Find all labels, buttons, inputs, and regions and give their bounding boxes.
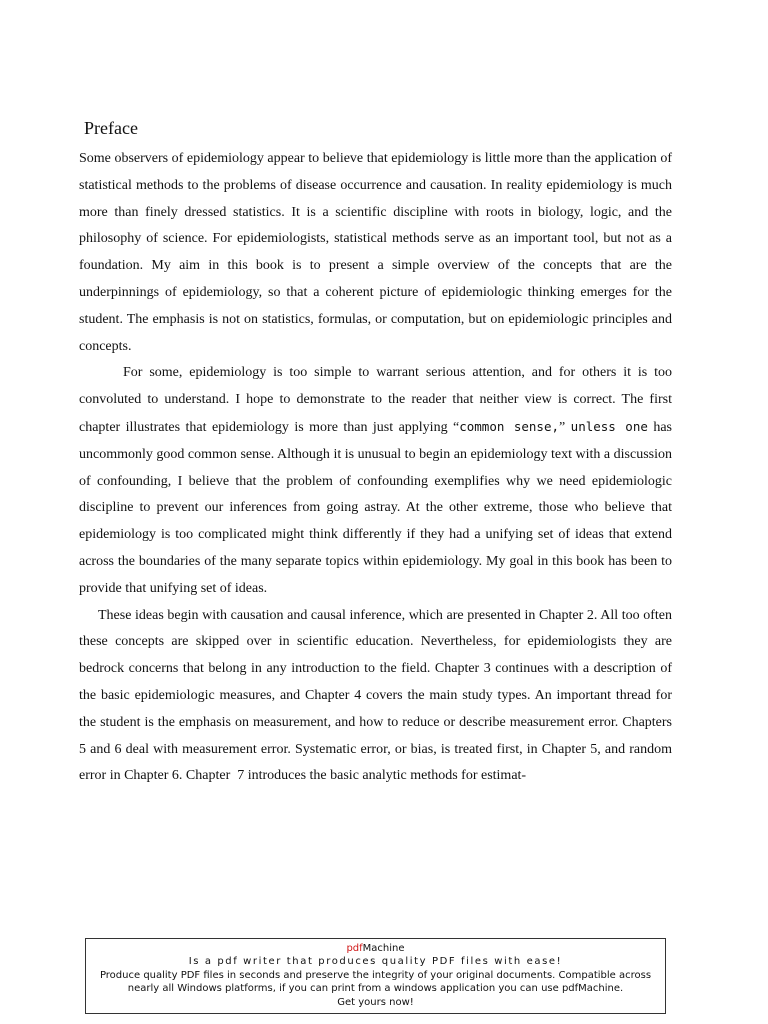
footer-brand-prefix: pdf xyxy=(346,943,363,954)
paragraph-3-text: These ideas begin with causation and causal inference, which are presented in Chapter 2. All too often these concepts are skipped over in scientific education. Nevertheless, for epidemiologists they are bedrock concerns that belong in any introduction to the field. Chapter 3 continues with a description of the basic epidemiologic measures, and Chapter 4 covers the main study types. An important thread for the student is the emphasis on measurement, and how to reduce or describe measurement error. Chapters 5 and 6 deal with measurement error. Systematic error, or bias, is treated first, in Chapter 5, and random error in Chapter 6. Chapter 7 introduces the basic analytic methods for estimat- xyxy=(79,607,672,784)
pdfmachine-footer-ad xyxy=(85,938,666,1014)
paragraph-2 xyxy=(79,360,672,602)
paragraph-2-close-quote: ” xyxy=(559,419,571,435)
footer-brand xyxy=(86,942,665,955)
body-text xyxy=(79,146,672,790)
paragraph-3 xyxy=(79,603,672,791)
paragraph-1 xyxy=(79,146,672,360)
footer-brand-suffix: Machine xyxy=(362,943,405,954)
footer-description: Produce quality PDF files in seconds and preserve the integrity of your original documents. Compatible across nearly all Windows platforms, if you can print from a windows application you can use pdfMachine. xyxy=(99,969,652,995)
footer-tagline: Is a pdf writer that produces quality PDF files with ease! xyxy=(188,956,563,968)
paragraph-2-mono-common-sense: common sense, xyxy=(459,418,560,434)
paragraph-2-mono-unless-one: unless one xyxy=(570,418,648,434)
paragraph-1-text: Some observers of epidemiology appear to believe that epidemiology is little more than the application of statistical methods to the problems of disease occurrence and causation. In reality epidemiology is much more than finely dressed statistics. It is a scientific discipline with roots in biology, logic, and the philosophy of science. For epidemiologists, statistical methods serve as an important tool, but not as a foundation. My aim in this book is to present a simple overview of the concepts that are the underpinnings of epidemiology, so that a coherent picture of epidemiologic thinking emerges for the student. The emphasis is not on statistics, formulas, or computation, but on epidemiologic principles and concepts. xyxy=(79,151,672,354)
page-title: Preface xyxy=(84,118,138,138)
paragraph-2-text-a: For some, epidemiology is too simple to warrant serious attention, and for others it is too convoluted to understand. I hope to demonstrate to the reader that neither view is correct. The first chapter illustrates that epidemiology is more than just applying “ xyxy=(79,365,672,435)
paragraph-2-text-b: has uncommonly good common sense. Although it is unusual to begin an epidemiology text with a discussion of confounding, I believe that the problem of confounding exemplifies why we need epidemiologic discipline to prevent our inferences from going astray. At the other extreme, those who believe that epidemiology is too complicated might think differently if they had a unifying set of ideas that extend across the boundaries of the many separate topics within epidemiology. My goal in this book has been to provide that unifying set of ideas. xyxy=(79,419,672,596)
footer-cta: Get yours now! xyxy=(337,996,414,1008)
